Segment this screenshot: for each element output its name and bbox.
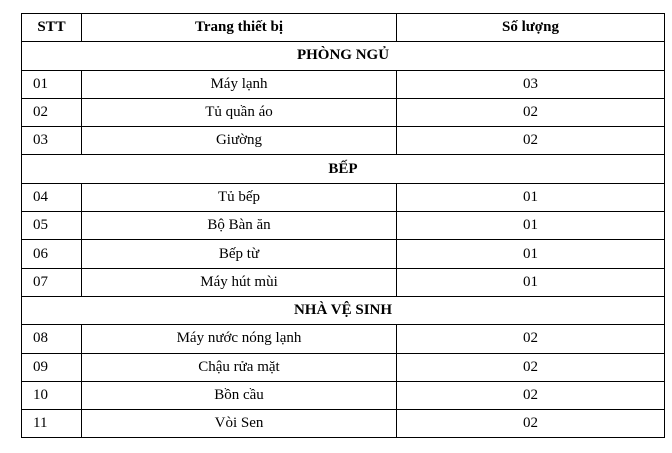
row-quantity: 01 [397, 212, 665, 240]
section-row-bedroom [22, 42, 665, 70]
table-row [22, 70, 665, 98]
row-device: Bếp từ [82, 240, 397, 268]
row-stt: 09 [22, 353, 82, 381]
row-stt: 01 [22, 70, 82, 98]
row-device: Máy lạnh [82, 70, 397, 98]
section-row-bathroom [22, 296, 665, 324]
table-row [22, 127, 665, 155]
row-quantity: 02 [397, 325, 665, 353]
table-row [22, 325, 665, 353]
row-quantity: 02 [397, 381, 665, 409]
row-device: Bồn cầu [82, 381, 397, 409]
header-device: Trang thiết bị [82, 14, 397, 42]
row-device: Chậu rửa mặt [82, 353, 397, 381]
row-stt: 05 [22, 212, 82, 240]
row-quantity: 03 [397, 70, 665, 98]
row-device: Tủ quần áo [82, 98, 397, 126]
row-stt: 06 [22, 240, 82, 268]
row-device: Bộ Bàn ăn [82, 212, 397, 240]
table-row [22, 268, 665, 296]
table-row [22, 353, 665, 381]
row-quantity: 01 [397, 240, 665, 268]
table-row [22, 212, 665, 240]
section-row-kitchen [22, 155, 665, 183]
row-stt: 10 [22, 381, 82, 409]
section-title: NHÀ VỆ SINH [22, 296, 665, 324]
row-stt: 08 [22, 325, 82, 353]
row-quantity: 01 [397, 183, 665, 211]
row-device: Vòi Sen [82, 410, 397, 438]
section-title: PHÒNG NGỦ [22, 42, 665, 70]
table-row [22, 183, 665, 211]
header-stt: STT [22, 14, 82, 42]
row-quantity: 01 [397, 268, 665, 296]
row-quantity: 02 [397, 353, 665, 381]
row-device: Máy hút mùi [82, 268, 397, 296]
header-row [22, 14, 665, 42]
equipment-table [21, 13, 665, 438]
header-quantity: Số lượng [397, 14, 665, 42]
table-row [22, 381, 665, 409]
row-quantity: 02 [397, 410, 665, 438]
row-quantity: 02 [397, 127, 665, 155]
row-stt: 04 [22, 183, 82, 211]
row-stt: 07 [22, 268, 82, 296]
section-title: BẾP [22, 155, 665, 183]
row-quantity: 02 [397, 98, 665, 126]
row-stt: 03 [22, 127, 82, 155]
row-device: Máy nước nóng lạnh [82, 325, 397, 353]
table-row [22, 98, 665, 126]
row-device: Tủ bếp [82, 183, 397, 211]
table-row [22, 410, 665, 438]
row-stt: 11 [22, 410, 82, 438]
row-stt: 02 [22, 98, 82, 126]
row-device: Giường [82, 127, 397, 155]
table-row [22, 240, 665, 268]
